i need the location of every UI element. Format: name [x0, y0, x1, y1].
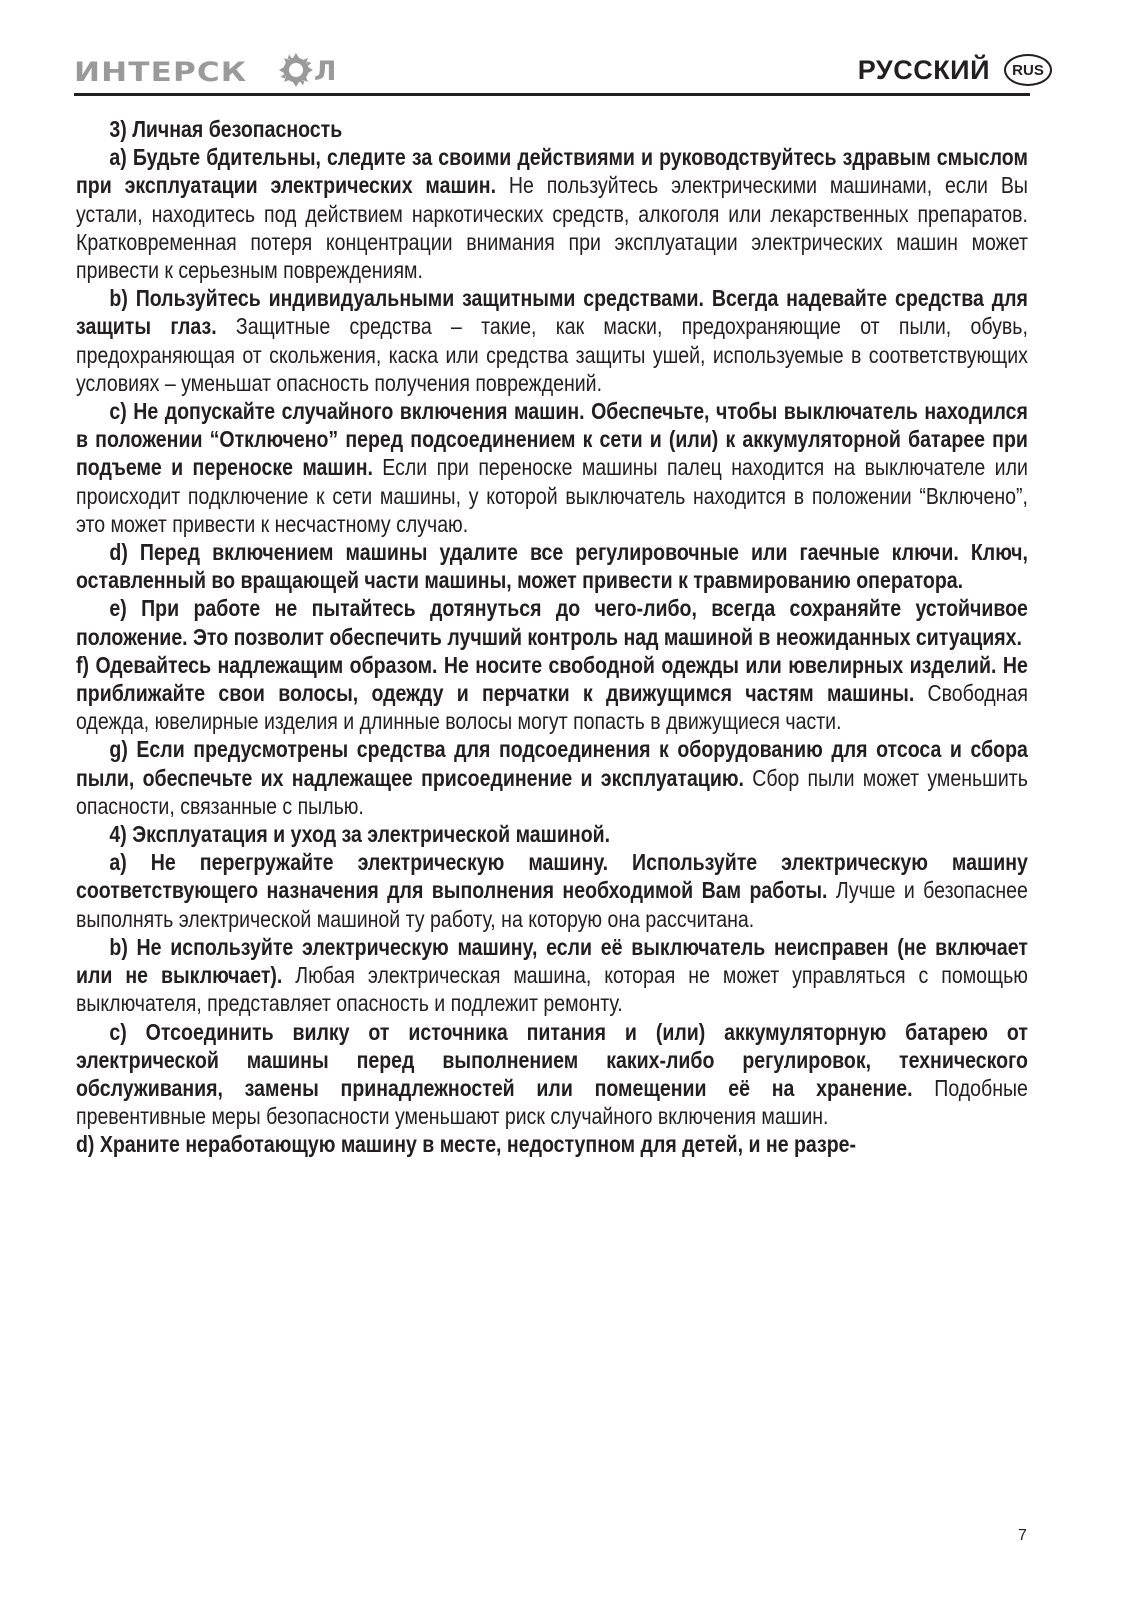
paragraph-bold-lead: a) Не перегружайте электрическую машину. Используйте электрическую машину соответствующего назначения для выполнения необходимой Вам работы. — [76, 849, 1028, 904]
paragraph-body: Свободная одежда, ювелирные изделия и длинные волосы могут попасть в движущиеся части. — [76, 680, 1028, 735]
logo-wordmark: ИНТЕРСК — [74, 56, 248, 88]
page-number: 7 — [1018, 1527, 1027, 1544]
language-badge: RUS — [1004, 54, 1052, 86]
paragraph-bold-lead: a) Будьте бдительны, следите за своими действиями и руководствуйтесь здравым смыслом при эксплуатации электрических машин. — [76, 144, 1028, 199]
paragraph-body: Если при переноске машины палец находится на выключателе или происходит подключение к сети машины, у которой выключатель находится в положении “Включено”, это может привести к несчастному случаю. — [76, 454, 1028, 537]
saw-blade-icon — [279, 53, 313, 87]
paragraph-bold-lead: g) Если предусмотрены средства для подсоединения к оборудованию для отсоса и сбора пыли, обеспечьте их надлежащее присоединение и эксплуатацию. — [76, 736, 1028, 791]
paragraph-3g — [76, 735, 1028, 820]
paragraph-3d — [76, 538, 1028, 594]
paragraph-bold-lead: d) Храните неработающую машину в месте, недоступном для детей, и не разре- — [76, 1131, 857, 1158]
section-heading-operation-care — [76, 820, 1028, 848]
paragraph-bold-lead: c) Отсоединить вилку от источника питания и (или) аккумуляторную батарею от электрической машины перед выполнением каких-либо регулировок, технического обслуживания, замены принадлежностей или помещении её на хранение. — [76, 1018, 1028, 1101]
paragraph-body: Любая электрическая машина, которая не может управляться с помощью выключателя, представляет опасность и подлежит ремонту. — [76, 962, 1028, 1017]
paragraph-4d — [76, 1130, 1028, 1158]
paragraph-body: Не пользуйтесь электрическими машинами, если Вы устали, находитесь под действием наркотических средств, алкоголя или лекарственных препаратов. Кратковременная потеря концентрации внимания при эксплуатации электрических машин может привести к серьезным повреждениям. — [76, 172, 1028, 284]
paragraph-3c — [76, 397, 1028, 538]
brand-logo — [74, 52, 248, 92]
paragraph-bold-lead: e) При работе не пытайтесь дотянуться до чего-либо, всегда сохраняйте устойчивое положение. Это позволит обеспечить лучший контроль над машиной в неожиданных ситуациях. — [76, 595, 1028, 650]
heading-text: 3) Личная безопасность — [109, 116, 343, 142]
paragraph-bold-lead: f) Одевайтесь надлежащим образом. Не носите свободной одежды или ювелирных изделий. Не приближайте свои волосы, одежду и перчатки к движущимся частям машины. — [76, 651, 1028, 707]
heading-text: 4) Эксплуатация и уход за электрической машиной. — [109, 821, 611, 848]
paragraph-3f — [76, 651, 1028, 736]
section-heading-personal-safety — [76, 115, 1028, 143]
page-header — [74, 50, 1052, 96]
paragraph-3e — [76, 594, 1028, 650]
paragraph-bold-lead: b) Пользуйтесь индивидуальными защитными средствами. Всегда надевайте средства для защиты глаз. — [76, 285, 1028, 340]
paragraph-4b — [76, 933, 1028, 1018]
paragraph-4c — [76, 1018, 1028, 1131]
paragraph-body: Лучше и безопаснее выполнять электрической машиной ту работу, на которую она рассчитана. — [76, 877, 1028, 932]
paragraph-bold-lead: c) Не допускайте случайного включения машин. Обеспечьте, чтобы выключатель находился в положении “Отключено” перед подсоединением к сети и (или) к аккумуляторной батарее при подъеме и переноске машин. — [76, 398, 1028, 481]
paragraph-bold-lead: d) Перед включением машины удалите все регулировочные или гаечные ключи. Ключ, оставленный во вращающей части машины, может привести к травмированию оператора. — [76, 539, 1028, 594]
paragraph-3a — [76, 143, 1028, 284]
paragraph-3b — [76, 284, 1028, 397]
language-indicator — [858, 54, 1052, 86]
language-label: РУССКИЙ — [857, 54, 990, 85]
paragraph-bold-lead: b) Не используйте электрическую машину, если её выключатель неисправен (не включает или не выключает). — [76, 933, 1028, 989]
logo-wordmark-tail: Л — [314, 56, 337, 87]
document-body — [76, 115, 1028, 1159]
header-divider — [74, 93, 1030, 96]
paragraph-body: Защитные средства – такие, как маски, предохраняющие от пыли, обувь, предохраняющая от скольжения, каска или средства защиты ушей, используемые в соответствующих условиях – уменьшат опасность получения повреждений. — [76, 313, 1028, 396]
paragraph-body: Сбор пыли может уменьшить опасности, связанные с пылью. — [76, 764, 1028, 819]
paragraph-4a — [76, 848, 1028, 933]
paragraph-body: Подобные превентивные меры безопасности уменьшают риск случайного включения машин. — [76, 1074, 1028, 1130]
